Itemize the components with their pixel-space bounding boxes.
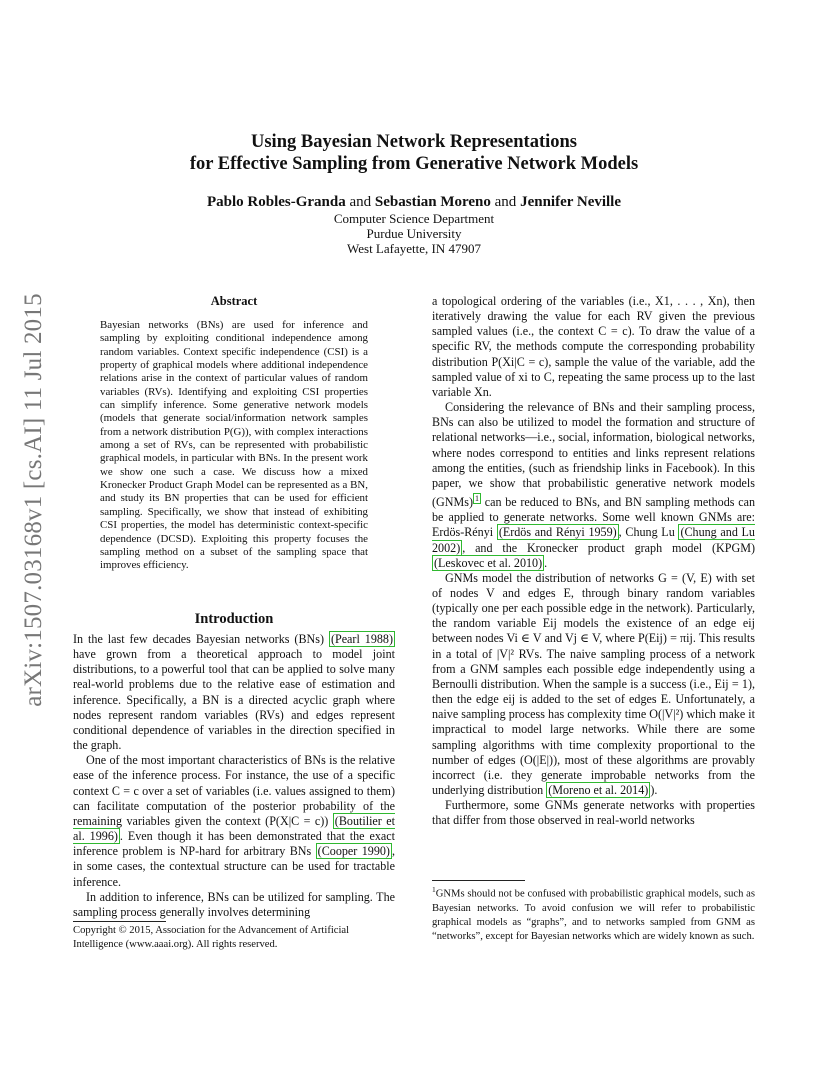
intro-paragraph-2: [73, 753, 395, 889]
arxiv-identifier: [16, 293, 52, 707]
right-column-body: [432, 294, 755, 829]
intro-p2-text-c: , in some cases, the contextual structure can be used for tractable inference.: [73, 844, 395, 889]
intro-p2-text-a: One of the most important characteristics of BNs is the relative ease of the inference process. For instance, the use of a specific context C = c over a set of variables (i.e. values assigned to them) can facilitate computation of the posterior probability of the remaining variables given the context (P(X|C = c)): [73, 753, 395, 828]
title-line-2: for Effective Sampling from Generative Network Models: [189, 154, 639, 174]
right-p2-text-e: .: [544, 555, 548, 570]
right-p2-text-c: , Chung Lu: [618, 525, 679, 540]
citation-link[interactable]: (Boutilier et al. 1996): [73, 813, 395, 844]
footnote-text: GNMs should not be confused with probabilistic graphical models, such as Bayesian networks. To avoid confusion we will refer to probabilistic graphical models as “graphs”, and to networks sampled from GNM as “networks”, except for Bayesian networks which are widely known as such.: [432, 888, 755, 943]
right-p2-text-a: Considering the relevance of BNs and their sampling process, BNs can also be utilized to model the formation and structure of relational networks—i.e., social, information, biological networks, where nodes correspond to entities and links represent relations among the entities, (such as friendship links in Facebook). In this paper, we show that probabilistic generative network models (GNMs): [432, 400, 755, 510]
author-list: [0, 192, 828, 212]
right-paragraph-3: [432, 571, 755, 798]
affiliation: [0, 211, 828, 256]
author-3: Jennifer Neville: [520, 194, 622, 210]
right-p3-text-a: GNMs model the distribution of networks G = (V, E) with set of nodes V and edges E, through binary random variables (typically one per each possible edge in the network). Particularly, the random variable Eij models the existence of an edge eij between nodes Vi ∈ V and Vj ∈ V, where P(Eij) = πij. This results in a total of |V|² RVs. The naive sampling process of a network from a GNM samples each possible edge independently using a Bernoulli distribution. When the sample is a success (i.e., Eij = 1), then the edge eij is added to the set of edges E. Unfortunately, a naive sampling process has complexity time O(|V|²) which make it impractical to model large networks. While there are some sampling algorithms with time complexity proportional to the number of edges (O(|E|)), most of these algorithms are provably incorrect (i.e. they generate improbable networks from the underlying distribution: [432, 570, 755, 798]
intro-p1-text-b: have grown from a theoretical approach to model joint distributions, to a powerful tool that can be applied to solve many real-world problems due to the relative ease of estimation and inference. Specifically, a BN is a directed acyclic graph where nodes represent random variables (RVs) and edges represent conditional dependence of variables in the direction specified in the graph.: [73, 647, 395, 753]
left-column-body: [73, 632, 395, 920]
right-p2-text-d: , and the Kronecker product graph model (KPGM): [462, 540, 755, 555]
citation-link[interactable]: (Moreno et al. 2014): [548, 783, 649, 798]
abstract-text: Bayesian networks (BNs) are used for inference and sampling by exploiting conditional independence among random variables. Context specific independence (CSI) is a property of graphical models where additional independence relations arise in the context of particular values of random variables (RVs). Identifying and exploiting CSI properties can simplify inference. Some generative network models (models that generate social/information network samples from a network distribution P(G)), with complex interactions among a set of RVs, can be represented with probabilistic graphical models, in particular with BNs. In the present work we show one such a case. We discuss how a mixed Kronecker Product Graph Model can be represented as a BN, and study its BN properties that can be used for efficient sampling. Specifically, we show that instead of exhibiting CSI properties, the model has deterministic context-specific dependence (DCSD). Exploiting this property focuses the sampling method on a subset of the sampling space that improves efficiency.: [100, 319, 368, 572]
arxiv-identifier-text: arXiv:1507.03168v1 [cs.AI] 11 Jul 2015: [20, 293, 47, 707]
intro-paragraph-1: [73, 632, 395, 753]
intro-p2-text-b: . Even though it has been demonstrated that the exact inference problem is NP-hard for arbitrary BNs: [73, 829, 395, 859]
right-paragraph-1: a topological ordering of the variables (i.e., X1, . . . , Xn), then iteratively drawing the value for each RV given the previous sampled values (i.e., the context C = c). To draw the value of a specific RV, the methods compute the corresponding probability distribution P(Xi|C = c), sample the value of the variable, add the sampled value of xi to C, repeating the same process up to the last variable Xn.: [432, 294, 755, 399]
right-p3-text-b: ).: [650, 783, 658, 798]
footnote-mark: 1: [432, 885, 436, 894]
citation-link[interactable]: (Cooper 1990): [317, 844, 390, 859]
author-sep-2: and: [494, 194, 517, 210]
author-sep-1: and: [349, 194, 372, 210]
citation-link[interactable]: (Chung and Lu 2002): [432, 525, 755, 555]
right-paragraph-2: [432, 400, 755, 571]
intro-p1-text-a: In the last few decades Bayesian networks (BNs): [73, 632, 329, 646]
author-2: Sebastian Moreno: [374, 194, 491, 210]
footnote: [432, 883, 755, 944]
paper-title: [0, 131, 828, 175]
copyright-notice: Copyright © 2015, Association for the Advancement of Artificial Intelligence (www.aaai.org). All rights reserved.: [73, 925, 350, 950]
right-paragraph-4: Furthermore, some GNMs generate networks with properties that differ from those observed in real-world networks: [432, 798, 755, 828]
footnote-link[interactable]: 1: [474, 494, 479, 504]
citation-link[interactable]: (Leskovec et al. 2010): [434, 555, 543, 570]
citation-link[interactable]: (Erdös and Rényi 1959): [498, 525, 617, 540]
introduction-heading: Introduction: [194, 611, 274, 627]
copyright-rule: [73, 921, 166, 922]
intro-paragraph-3: In addition to inference, BNs can be utilized for sampling. The sampling process generally involves determining: [73, 889, 395, 919]
abstract-heading: Abstract: [210, 294, 258, 308]
title-line-1: Using Bayesian Network Representations: [251, 132, 577, 152]
affiliation-univ: Purdue University: [366, 226, 462, 241]
affiliation-dept: Computer Science Department: [333, 211, 495, 226]
citation-link[interactable]: (Pearl 1988): [330, 632, 393, 646]
right-p2-text-b: can be reduced to BNs, and BN sampling methods can be applied to generate networks. Some well known GNMs are: Erdös-Rényi: [432, 495, 755, 540]
affiliation-city: West Lafayette, IN 47907: [347, 241, 481, 256]
author-1: Pablo Robles-Granda: [206, 194, 346, 210]
footnote-rule: [432, 880, 525, 881]
